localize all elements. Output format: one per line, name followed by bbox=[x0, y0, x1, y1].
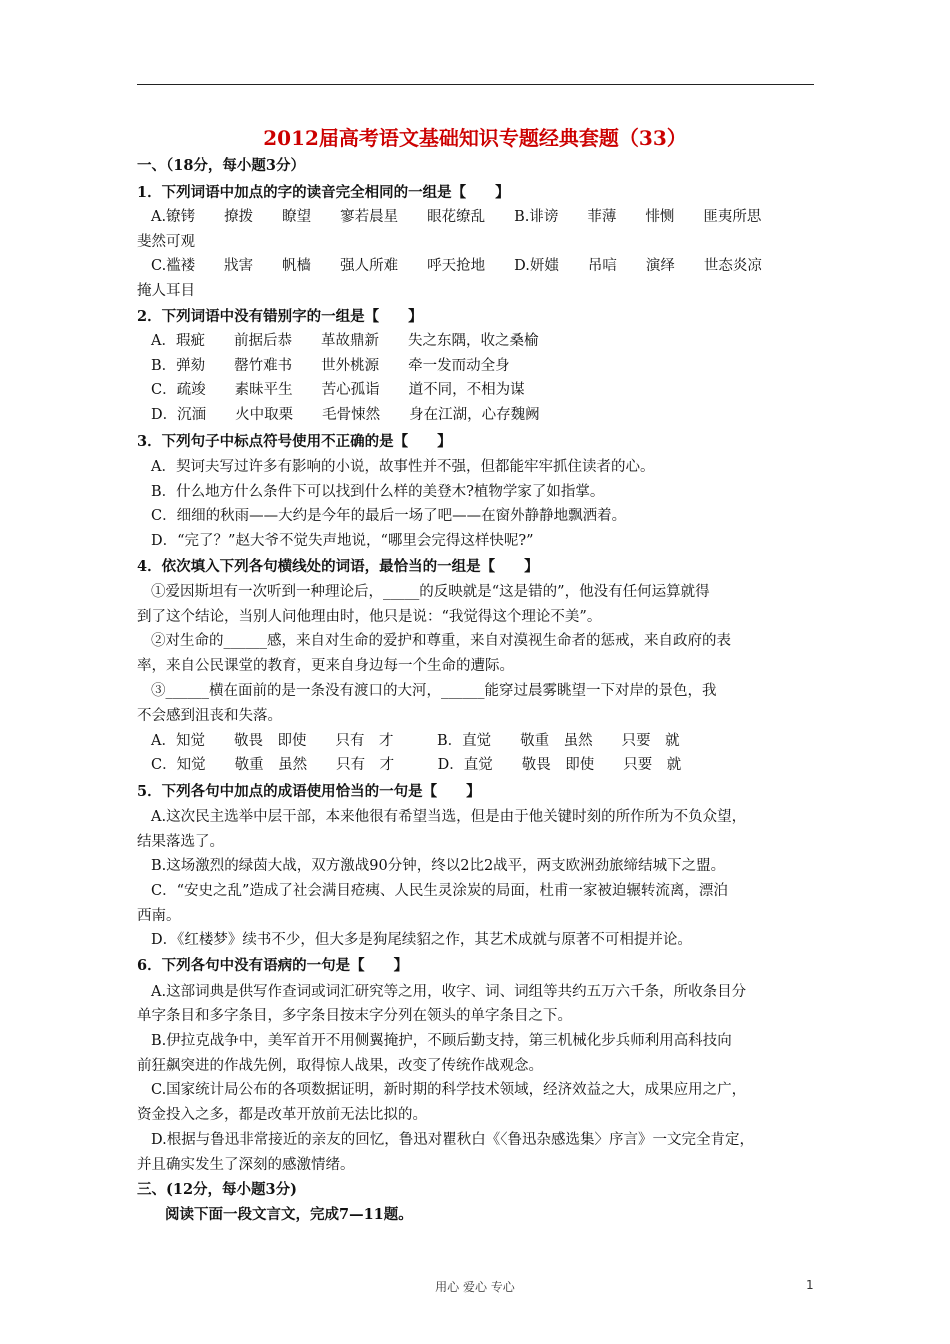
text-line: 西南。 bbox=[137, 908, 181, 924]
text-line: 资金投入之多，都是改革开放前无法比拟的。 bbox=[137, 1107, 427, 1123]
text-line: D．“完了？”赵大爷不觉失声地说，“哪里会完得这样快呢?” bbox=[151, 533, 534, 549]
text-line: C．疏竣 素昧平生 苦心孤诣 道不同，不相为谋 bbox=[151, 382, 525, 398]
text-line: 并且确实发生了深刻的感激情绪。 bbox=[137, 1157, 355, 1173]
header-rule bbox=[137, 84, 814, 85]
text-line: 5．下列各句中加点的成语使用恰当的一句是【 】 bbox=[137, 783, 481, 800]
text-line: 三、(12分，每小题3分) bbox=[137, 1181, 297, 1198]
page-footer: 用心 爱心 专心 bbox=[435, 1280, 515, 1294]
text-line: A．瑕疵 前据后恭 革故鼎新 失之东隅，收之桑榆 bbox=[151, 333, 539, 349]
text-line: 6．下列各句中没有语病的一句是【 】 bbox=[137, 957, 409, 974]
text-line: A.这次民主选举中层干部，本来他很有希望当选，但是由于他关键时刻的所作所为不负众望， bbox=[151, 809, 747, 825]
text-line: D.根据与鲁迅非常接近的亲友的回忆，鲁迅对瞿秋白《〈鲁迅杂感选集〉序言》一文完全肯定， bbox=[151, 1132, 754, 1148]
text-line: 3．下列句子中标点符号使用不正确的是【 】 bbox=[137, 433, 452, 450]
text-line: 阅读下面一段文言文，完成7—11题。 bbox=[165, 1206, 413, 1223]
text-line: C．知觉 敬重 虽然 只有 才 D．直觉 敬畏 即使 只要 就 bbox=[151, 757, 682, 773]
text-line: ②对生命的______感，来自对生命的爱护和尊重，来自对漠视生命者的惩戒，来自政府的表 bbox=[151, 633, 731, 649]
text-line: 不会感到沮丧和失落。 bbox=[137, 708, 282, 724]
text-line: C．“安史之乱”造成了社会满目疮痍、人民生灵涂炭的局面，杜甫一家被迫辗转流离，漂泊 bbox=[151, 883, 728, 899]
text-line: B.伊拉克战争中，美军首开不用侧翼掩护，不顾后勤支持，第三机械化步兵师利用高科技向 bbox=[151, 1033, 732, 1049]
text-line: 到了这个结论，当别人问他理由时，他只是说：“我觉得这个理论不美”。 bbox=[137, 609, 602, 625]
text-line: C.褴褛 戕害 帆樯 强人所难 呼天抢地 D.妍媸 吊唁 演绎 世态炎凉 bbox=[151, 258, 762, 274]
text-line: B．什么地方什么条件下可以找到什么样的美登木?植物学家了如指掌。 bbox=[151, 484, 605, 500]
text-line: B．弹劾 罄竹难书 世外桃源 牵一发而动全身 bbox=[151, 358, 510, 374]
text-line: 2．下列词语中没有错别字的一组是【 】 bbox=[137, 308, 423, 325]
text-line: A.镣铐 撩拨 瞭望 寥若晨星 眼花缭乱 B.诽谤 菲薄 悱恻 匪夷所思 bbox=[151, 209, 762, 225]
text-line: 1．下列词语中加点的字的读音完全相同的一组是【 】 bbox=[137, 184, 510, 201]
text-line: 单字条目和多字条目，多字条目按末字分列在领头的单字条目之下。 bbox=[137, 1008, 572, 1024]
text-line: 结果落选了。 bbox=[137, 834, 224, 850]
text-line: 率，来自公民课堂的教育，更来自身边每一个生命的遭际。 bbox=[137, 658, 514, 674]
text-line: A.这部词典是供写作查词或词汇研究等之用，收字、词、词组等共约五万六千条，所收条目分 bbox=[151, 984, 747, 1000]
text-line: C.国家统计局公布的各项数据证明，新时期的科学技术领域，经济效益之大，成果应用之广， bbox=[151, 1082, 747, 1098]
text-line: 前狂飙突进的作战先例，取得惊人战果，改变了传统作战观念。 bbox=[137, 1058, 543, 1074]
text-line: ③______横在面前的是一条没有渡口的大河，______能穿过晨雾眺望一下对岸的景色，我 bbox=[151, 683, 717, 699]
text-line: A．契诃夫写过许多有影响的小说，故事性并不强，但都能牢牢抓住读者的心。 bbox=[151, 459, 655, 475]
text-line: A．知觉 敬畏 即使 只有 才 B．直觉 敬重 虽然 只要 就 bbox=[151, 733, 680, 749]
text-line: 4．依次填入下列各句横线处的词语，最恰当的一组是【 】 bbox=[137, 558, 539, 575]
text-line: 掩人耳目 bbox=[137, 283, 195, 299]
text-line: 一、（18分，每小题3分） bbox=[137, 157, 306, 174]
text-line: B.这场激烈的绿茵大战，双方激战90分钟，终以2比2战平，两支欧洲劲旅缔结城下之盟。 bbox=[151, 858, 726, 874]
page-number: 1 bbox=[806, 1278, 814, 1292]
text-line: D．沉湎 火中取栗 毛骨悚然 身在江湖，心存魏阙 bbox=[151, 407, 540, 423]
text-line: C．细细的秋雨——大约是今年的最后一场了吧——在窗外静静地飘洒着。 bbox=[151, 508, 627, 524]
text-line: D．《红楼梦》续书不少，但大多是狗尾续貂之作，其艺术成就与原著不可相提并论。 bbox=[151, 932, 692, 948]
text-line: 斐然可观 bbox=[137, 234, 195, 250]
text-line: ①爱因斯坦有一次听到一种理论后，_____的反映就是“这是错的”，他没有任何运算就得 bbox=[151, 584, 710, 600]
page-title: 2012届高考语文基础知识专题经典套题（33） bbox=[263, 126, 687, 150]
